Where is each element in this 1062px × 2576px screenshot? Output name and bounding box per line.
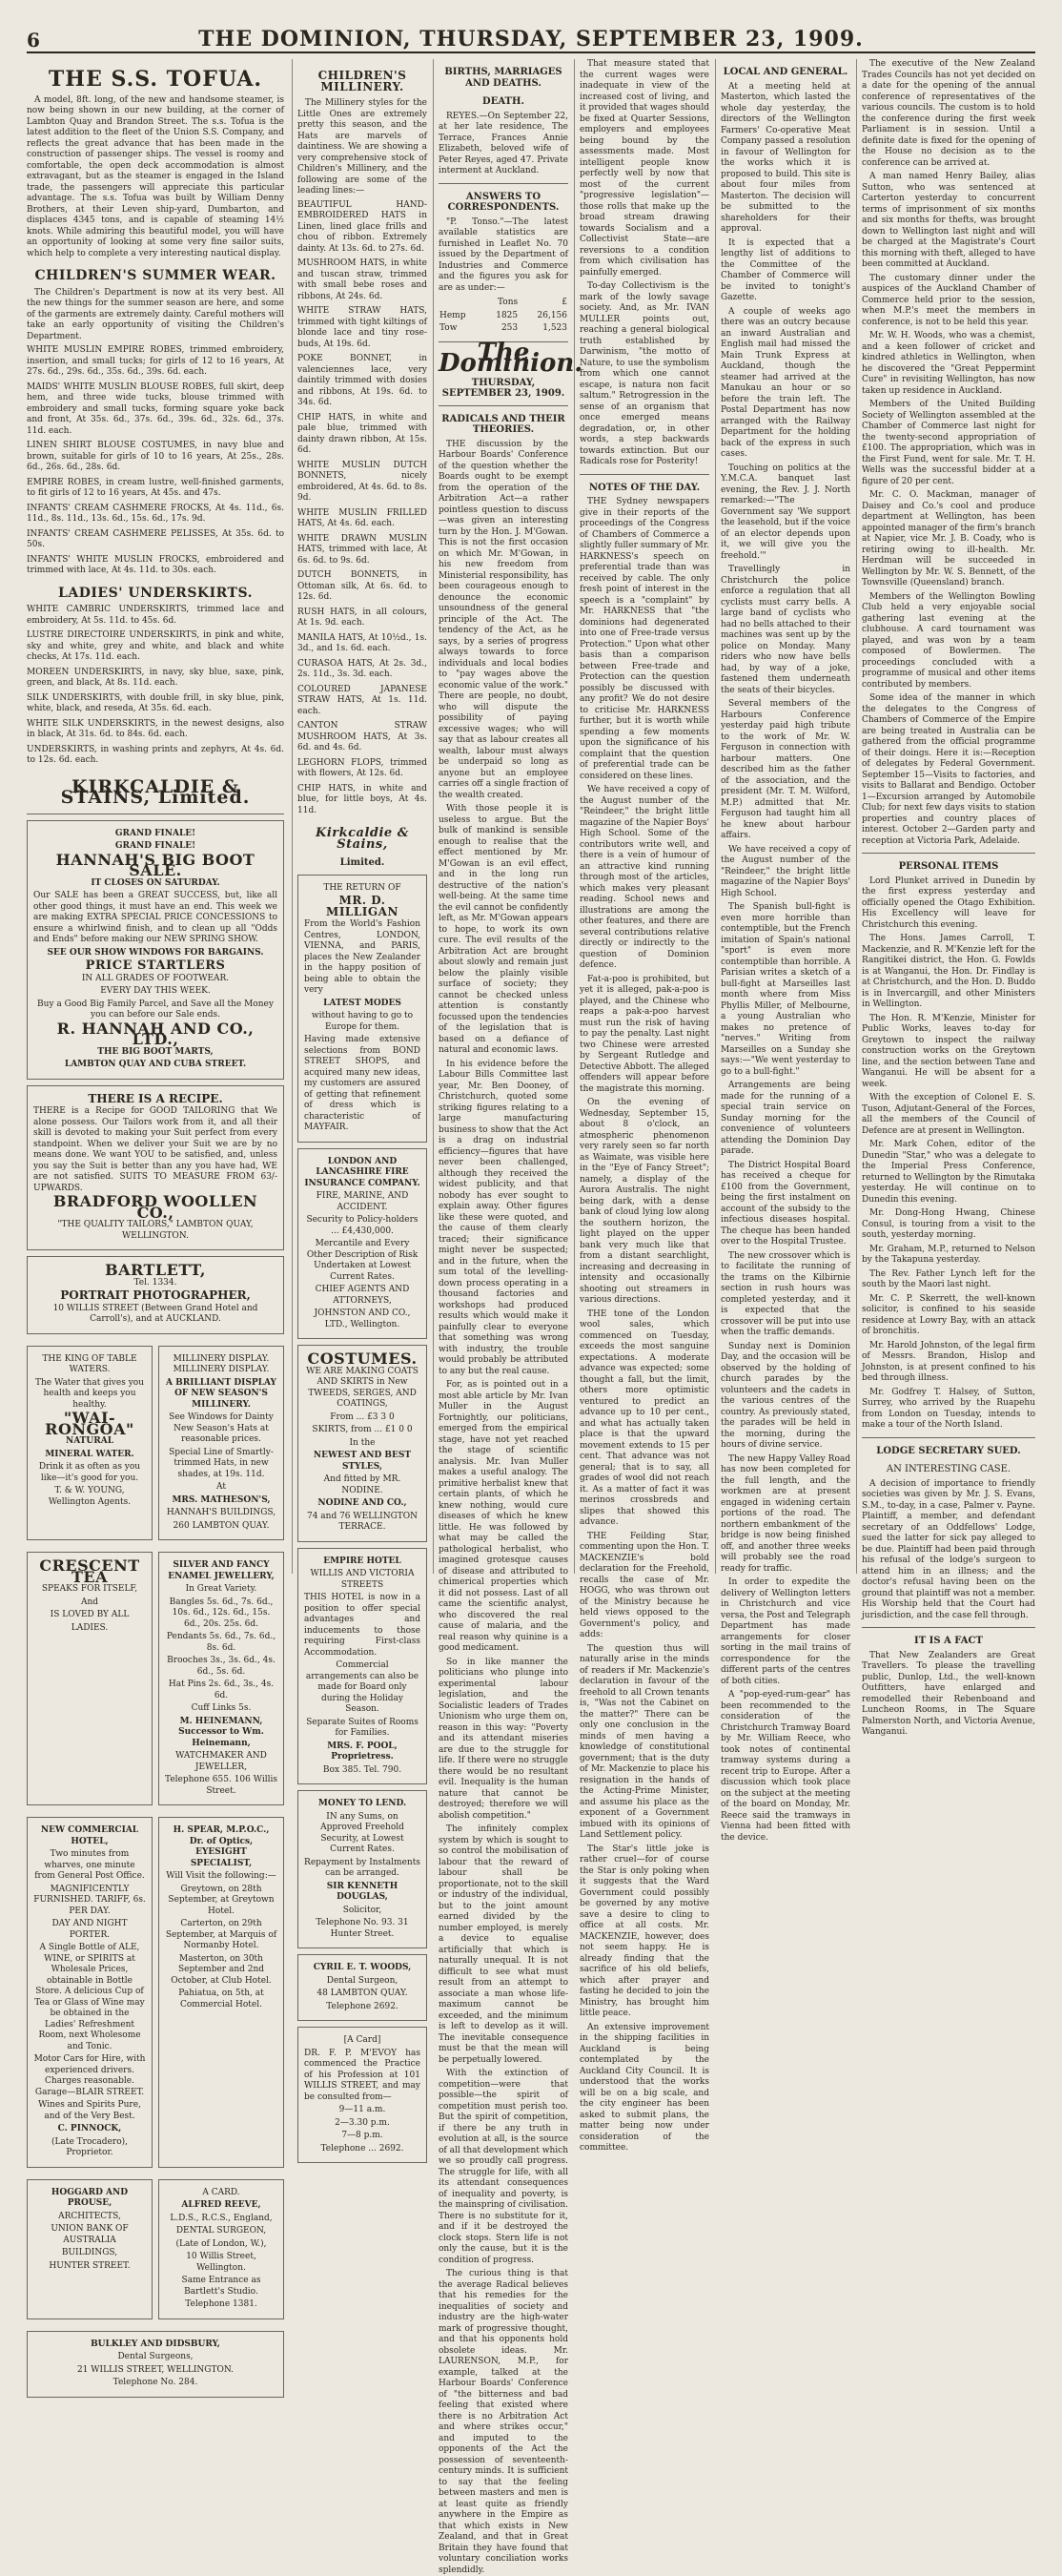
ad-line: Buy a Good Big Family Parcel, and Save all the Money you can before our Sale ends. bbox=[37, 999, 274, 1020]
personal-paragraph: Mr. Harold Johnston, of the legal firm of Messrs. Brandon, Hislop and Johnston, is at present confined to his bed through illness. bbox=[862, 1340, 1035, 1383]
personal-paragraph: Mr. Godfrey T. Halsey, of Sutton, Surrey, who arrived by the Ruapehu from London on Tuesday, intends to make a tour of the North Island. bbox=[862, 1387, 1035, 1430]
ad-line: A BRILLIANT DISPLAY OF NEW SEASON'S MILLINERY. bbox=[166, 1377, 276, 1410]
ad-line: WE ARE MAKING COATS AND SKIRTS in New TWEEDS, SERGES, AND COATINGS, bbox=[306, 1366, 419, 1409]
ad-line: L.D.S., R.C.S., England, bbox=[170, 2213, 273, 2223]
ad-line: Telephone No. 93. 31 Hunter Street. bbox=[316, 1918, 409, 1939]
advert-row bbox=[27, 1340, 284, 1547]
advert-row bbox=[27, 2174, 284, 2325]
money-to-lend-advert bbox=[297, 1790, 427, 1948]
summer-item: EMPIRE ROBES, in cream lustre, well-finished garments, to fit girls of 12 to 16 years, At 45s. and 47s. bbox=[27, 477, 284, 498]
ad-line: Special Line of Smartly-trimmed Hats, in new shades, at 19s. 11d. bbox=[169, 1447, 274, 1479]
hannah-advert bbox=[27, 820, 284, 1080]
ad-line: BRADFORD WOOLLEN CO., bbox=[52, 1192, 258, 1222]
editorial-paragraph: So in like manner the politicians who plunge into experimental labour legislation, and the Socialistic leaders of Trades Unionism who urge them on, reason in this way: "Poverty and its attendant miseries are due to the struggle for life. If there were no struggle there would be no resultant evil. Inequality is the human nature that cannot be destroyed; therefore we will abolish competition." bbox=[439, 1657, 568, 1821]
ad-line: LATEST MODES bbox=[323, 998, 401, 1008]
millinery-item: POKE BONNET, in valenciennes lace, very daintily trimmed with dosies and ribbons, At 19s. 6d. to 34s. 6d. bbox=[297, 354, 427, 407]
ad-line: Greytown, on 28th September, at Greytown Hotel. bbox=[168, 1884, 275, 1916]
table-cell: 26,156 bbox=[537, 310, 567, 320]
ad-line: (Late Trocadero), Proprietor. bbox=[51, 2136, 128, 2157]
ad-line: ARCHITECTS, bbox=[58, 2211, 121, 2221]
underskirt-item: MOREEN UNDERSKIRTS, in navy, sky blue, saxe, pink, green, and black, At 8s. 11d. each. bbox=[27, 667, 284, 688]
column-rule bbox=[433, 59, 434, 1574]
column-notes bbox=[580, 59, 709, 2153]
column-rule bbox=[292, 59, 293, 1574]
table-cell: 1825 bbox=[496, 310, 519, 320]
ad-line: DAY AND NIGHT PORTER. bbox=[51, 1919, 128, 1940]
local-paragraph: Touching on politics at the Y.M.C.A. banquet last evening, the Rev. J. J. North remarked:—"The Government say 'We support the leasehold, but if the voice of an elector depends upon it, we will give you the freehold.'" bbox=[721, 463, 850, 561]
ad-line: GRAND FINALE! bbox=[114, 841, 196, 851]
ad-line: THERE is a Recipe for GOOD TAILORING that We alone possess. Our Tailors work from it, and all their skill is devoted to making your Suit perfect from every standpoint. When we deliver your Suit we are by no means done. We want YOU to be satisfied, and, unless you say the Suit is better than any you have had, WE are not satisfied. SUITS TO MEASURE FROM 63/- UPWARDS. bbox=[33, 1106, 277, 1193]
table-cell bbox=[439, 297, 482, 310]
ad-line: Security to Policy-holders ... £4,430,000. bbox=[306, 1215, 419, 1236]
wairongoa-advert bbox=[27, 1346, 153, 1541]
underskirt-item: LUSTRE DIRECTOIRE UNDERSKIRTS, in pink and white, sky and white, grey and white, and black and white checks, At 17s. 11d. each. bbox=[27, 630, 284, 662]
ad-line: SILVER AND FANCY ENAMEL JEWELLERY, bbox=[168, 1560, 275, 1581]
ad-line: ALFRED REEVE, bbox=[181, 2200, 261, 2210]
ad-line: 2—3.30 p.m. bbox=[335, 2117, 390, 2128]
ad-line: DENTAL SURGEON, bbox=[175, 2226, 267, 2236]
note-paragraph: THE Feilding Star, commenting upon the Hon. T. MACKENZIE's bold declaration for the Freehold, recalls the case of Mr. HOGG, who was thrown out of the Ministry because he held views opposed to the Government's policy, and adds: bbox=[580, 1531, 709, 1639]
personal-paragraph: Mr. C. P. Skerrett, the well-known solicitor, is confined to his seaside residence at Lowry Bay, with an attack of bronchitis. bbox=[862, 1293, 1035, 1336]
ad-line: 21 WILLIS STREET, WELLINGTON. bbox=[76, 2364, 235, 2375]
summer-item: INFANTS' CREAM CASHMERE FROCKS, At 4s. 11d., 6s. 11d., 8s. 11d., 13s. 6d., 15s. 6d., 17s. 9d. bbox=[27, 503, 284, 524]
editorial-paragraph: For, as is pointed out in a most able article by Mr. Ivan Muller in the August Fortnightly, our politicians, emerged from the empirical stage, have not yet reached the stage of scientific analysis. Mr. Ivan Muller makes a useful analogy. The primitive herbalist knew that certain plants, of which he knew nothing, would cure diseases of which he knew little. He was followed by what may be called the pathological herbalist, who imagined grotesque causes of disease and attributed to chimerical properties which it did not possess. Last of all came the scientific analyst, who discovered the real cause of malaria, and the real reason why quinine is a good medicament. bbox=[439, 1380, 568, 1653]
summer-item: MAIDS' WHITE MUSLIN BLOUSE ROBES, full skirt, deep hem, and three wide tucks, blouse trimmed with embroidery and small tucks, forming square yoke back and front, At 35s. 6d., 37s. 6d., 39s. 6d., 32s. 6d., 37s. 11d. each. bbox=[27, 381, 284, 436]
ad-line: DR. F. P. M'EVOY has commenced the Practice of his Profession at 101 WILLIS STREET, and may be consulted from— bbox=[304, 2048, 420, 2102]
personal-paragraph: With the exception of Colonel E. S. Tuson, Adjutant-General of the Forces, all the members of the Council of Defence are at present in Wellington. bbox=[862, 1093, 1035, 1136]
millinery-item: CURASOA HATS, At 2s. 3d., 2s. 11d., 3s. 3d. each. bbox=[297, 658, 427, 679]
personal-paragraph: Mr. Graham, M.P., returned to Nelson by the Takapuna yesterday. bbox=[862, 1244, 1035, 1265]
ad-line: THE BIG BOOT MARTS, bbox=[97, 1046, 214, 1057]
ad-line: Telephone 2692. bbox=[326, 2001, 398, 2011]
ad-line: 48 LAMBTON QUAY. bbox=[317, 1989, 408, 1998]
answers-heading: ANSWERS TO CORRESPONDENTS. bbox=[447, 191, 560, 213]
ad-line: EVERY DAY THIS WEEK. bbox=[100, 986, 211, 996]
note-paragraph: An extensive improvement in the shipping facilities in Auckland is being contemplated by the Auckland City Council. It is understood that the works will be on a big scale, and the city engineer has been asked to submit plans, the matter being now under consideration of the committee. bbox=[580, 2022, 709, 2153]
millinery-item: MUSHROOM HATS, in white and tuscan straw, trimmed with small bebe roses and ribbons, At 24s. 6d. bbox=[297, 258, 427, 301]
table-cell: £ bbox=[562, 298, 567, 307]
ad-line: From the World's Fashion Centres, LONDON, VIENNA, and PARIS, places the New Zealander in the happy position of being able to obtain the very bbox=[304, 919, 420, 995]
ad-line: BUILDINGS, bbox=[61, 2248, 118, 2257]
spear-optician-advert bbox=[158, 1817, 284, 2168]
ad-line: Cuff Links 5s. bbox=[191, 1703, 252, 1713]
ad-line: MR. D. MILLIGAN bbox=[326, 894, 398, 918]
ad-line: SPEAKS FOR ITSELF, bbox=[41, 1584, 138, 1594]
ad-line: WILLIS AND VICTORIA STREETS bbox=[310, 1569, 415, 1590]
ad-line: MILLINERY DISPLAY. MILLINERY DISPLAY. bbox=[173, 1353, 270, 1374]
underskirt-item: UNDERSKIRTS, in washing prints and zephyrs, At 4s. 6d. to 12s. 6d. each. bbox=[27, 744, 284, 765]
note-paragraph: Fat-a-poo is prohibited, but yet it is alleged, pak-a-poo is played, and the Chinese who reaps a pak-a-poo harvest must run the risk of having to pay the penalty. Last night two Chinese were arrested by Sergeant Rutledge and Detective Abbott. The alleged offenders will appear before the magistrate this morning. bbox=[580, 974, 709, 1094]
summer-item: LINEN SHIRT BLOUSE COSTUMES, in navy blue and brown, suitable for girls of 10 to 16 years, At 25s., 28s. 6d., 26s. 6d., 28s. 6d. bbox=[27, 441, 284, 472]
tofua-body: A model, 8ft. long, of the new and handsome steamer, is now being shown in our new building, at the corner of Lambton Quay and Brandon Street. The s.s. Tofua is the latest addition to the fleet of the Union S.S. Company, and reflects the great advance that has been made in the construction of passenger ships. The vessel is roomy and comfortable, the open deck accommodation is almost extravagant, but as the steamer is engaged in the Island trade, the passengers will appreciate this particular advantage. The s.s. Tofua was built by William Denny Brothers, at their Leven ship-yard, Dumbarton, and displaces 4345 tons, and is capable of steaming 14½ knots. While admiring this beautiful model, you will have an opportunity of looking at some very fine sailor suits, which help to complete a very interesting nautical display. bbox=[27, 94, 284, 258]
ad-line: NEW COMMERCIAL HOTEL, bbox=[40, 1825, 139, 1846]
ad-line: In Great Variety. bbox=[185, 1584, 257, 1594]
ad-line: Having made extensive selections from BOND STREET SHOPS, and acquired many new ideas, my customers are assured of getting that refinement of dress which is characteristic of MAYFAIR. bbox=[304, 1035, 420, 1132]
ad-line: 9—11 a.m. bbox=[338, 2105, 386, 2114]
ad-line: THE KING OF TABLE WATERS. bbox=[42, 1353, 137, 1374]
ad-line: LADIES. bbox=[71, 1622, 109, 1633]
local-paragraph: It is expected that a lengthy list of additions to the Committee of the Chamber of Commerce will be invited to tonight's Gazette. bbox=[721, 237, 850, 302]
ad-line: T. & W. YOUNG, Wellington Agents. bbox=[48, 1486, 132, 1507]
local-paragraph: The District Hospital Board has received a cheque for £100 from the Government, being the first instalment on account of the subsidy to the infectious diseases hospital. The cheque has been handed over to the Hospital Trustee. bbox=[721, 1160, 850, 1247]
ad-line: CRESCENT TEA bbox=[39, 1556, 140, 1586]
ad-line: Tel. 1334. bbox=[133, 1277, 177, 1288]
ad-line: BULKLEY AND DIDSBURY, bbox=[91, 2339, 220, 2349]
ad-line: [A Card] bbox=[343, 2035, 381, 2045]
ad-line: Commercial arrangements can also be made for Board only during the Holiday Season. bbox=[305, 1660, 419, 1714]
ad-line: PRICE STARTLERS bbox=[85, 958, 226, 973]
news-paragraph: Mr. C. O. Mackman, manager of Daisey and Co.'s cool and produce department at Wellington, has been appointed manager of the firm's branch at Napier, vice Mr. J. B. Coady, who is retiring owing to ill-health. Mr. Herdman will be succeeded in Wellington by Mr. W. S. Bennett, of the Townsville (Queensland) branch. bbox=[862, 490, 1035, 587]
lodge-subheading: AN INTERESTING CASE. bbox=[886, 1464, 1011, 1474]
summer-wear-heading: CHILDREN'S SUMMER WEAR. bbox=[34, 268, 276, 283]
news-paragraph: Members of the Wellington Bowling Club held a very enjoyable social gathering last evening at the clubhouse. A card tournament was played, and was won by a team composed of Bowlermen. The proceedings concluded with a programme of musical and other items contributed by members. bbox=[862, 591, 1035, 690]
millinery-display-advert bbox=[158, 1346, 284, 1541]
editorial-paragraph: With those people it is useless to argue. But the bulk of mankind is sensible enough to realise that the effect mentioned by Mr. M'Gowan is an evil effect, and in the long run destructive of the nation's well-being. At the same time the evil cannot be confidently left, as Mr. M'Gowan appears to hope, to work its own cure. The evil results of the Arbitration Act are brought about slowly and remain just below the plainly visible surface of society; they cannot be checked unless attention is constantly focussed upon the tendencies of the legislation that is based on a defiance of natural and economic laws. bbox=[439, 804, 568, 1055]
ad-line: (Late of London, W.), bbox=[175, 2238, 267, 2249]
ad-line: THERE IS A RECIPE. bbox=[88, 1091, 223, 1105]
advert-row bbox=[27, 1546, 284, 1811]
ad-line: HANNAH'S BUILDINGS, bbox=[166, 1508, 276, 1517]
ad-line: MRS. F. POOL, Proprietress. bbox=[327, 1741, 398, 1762]
ad-line: Telephone 1381. bbox=[185, 2299, 257, 2309]
ad-line: IN ALL GRADES OF FOOTWEAR. bbox=[81, 973, 230, 983]
ad-line: "WAI-RONGOA" bbox=[45, 1409, 134, 1438]
millinery-item: COLOURED JAPANESE STRAW HATS, At 1s. 11d. each. bbox=[297, 684, 427, 716]
millinery-intro: The Millinery styles for the Little Ones are extremely pretty this season, and the Hats are marvels of daintiness. We are showing a very comprehensive stock of Children's Millinery, and the following are some of the leading lines:— bbox=[297, 98, 427, 196]
ad-line: The Water that gives you health and keeps you healthy. bbox=[34, 1377, 144, 1410]
answers-table bbox=[439, 297, 568, 336]
ad-line: Dental Surgeons, bbox=[117, 2352, 194, 2361]
ad-line: Pendants 5s. 6d., 7s. 6d., 8s. 6d. bbox=[166, 1632, 276, 1653]
local-paragraph: Arrangements are being made for the running of a special train service on Sunday morning for the convenience of volunteers attending the Dominion Day parade. bbox=[721, 1081, 850, 1156]
ad-line: Dental Surgeon, bbox=[326, 1975, 398, 1986]
paper-date: THURSDAY, SEPTEMBER 23, 1909. bbox=[441, 377, 565, 399]
ad-line: Telephone ... 2692. bbox=[320, 2143, 404, 2154]
ad-line: CHIEF AGENTS AND ATTORNEYS, bbox=[315, 1285, 410, 1306]
table-row bbox=[439, 310, 568, 323]
summer-item: WHITE MUSLIN EMPIRE ROBES, trimmed embroidery, insertion, and small tucks; for girls of 12 to 16 years, At 27s. 6d., 29s. 6d., 35s. 6d., 39s. 6d. each. bbox=[27, 345, 284, 377]
local-paragraph: A couple of weeks ago there was an outcry because an inward Australian and English mail had missed the Main Trunk Express at Auckland, though the steamer had arrived at the Manukau an hour or so before the train left. The Postal Department has now arranged with the Railway Department for the holding back of the express in such cases. bbox=[721, 306, 850, 459]
personal-paragraph: The Hon. R. M'Kenzie, Minister for Public Works, leaves to-day for Greytown to inspect the railway construction works on the Greytown line, and the section between Tane and Wanganui. He will be absent for a week. bbox=[862, 1013, 1035, 1089]
ad-line: A CARD. bbox=[202, 2187, 240, 2197]
ad-line: SIR KENNETH DOUGLAS, bbox=[326, 1881, 398, 1902]
recipe-advert bbox=[27, 1085, 284, 1251]
death-notice: REYES.—On September 22, at her late residence, The Terrace, Frances Annie Elizabeth, beloved wife of Peter Reyes, aged 47. Private interment at Auckland. bbox=[439, 111, 568, 175]
ad-line: NATURAL bbox=[65, 1436, 114, 1446]
paper-title: The Dominion. bbox=[439, 338, 583, 378]
ad-line: SKIRTS, from ... £1 0 0 bbox=[312, 1425, 413, 1434]
editorial-paragraph: That measure stated that the current wages were inadequate in view of the increased cost of living, and it provided that wages should be fixed at Quarter Sessions, employers and employees being bound by the assessments made. Most intelligent people know perfectly well by now that most of the current "progressive legislation"—those rolls that make up the broad stream drawing towards Socialism and a Collectivist State—are reversions to a condition from which civilisation has painfully emerged. bbox=[580, 59, 709, 278]
ad-line: Motor Cars for Hire, with experienced drivers. Charges reasonable. Garage—BLAIR STREET. bbox=[33, 2054, 146, 2097]
fact-body: That New Zealanders are Great Travellers. To please the travelling public, Dunlop, Ltd., the well-known Outfitters, have enlarged and remodelled their Rebenboand and Luncheon Rooms, in The Square Palmerston North, and Victoria Avenue, Wanganui. bbox=[862, 1650, 1035, 1737]
ad-line: See Windows for Dainty New Season's Hats at reasonable prices. bbox=[169, 1412, 274, 1444]
ad-line: LAMBTON QUAY AND CUBA STREET. bbox=[64, 1060, 247, 1069]
ad-line: Repayment by Instalments can be arranged. bbox=[304, 1857, 420, 1878]
bmd-heading: BIRTHS, MARRIAGES AND DEATHS. bbox=[444, 67, 562, 89]
masthead bbox=[27, 19, 1035, 53]
summer-wear-intro: The Children's Department is now at its very best. All the new things for the summer season are here, and some of the garments are extremely dainty. Careful mothers will take an early opportunity of visiting the Children's Department. bbox=[27, 287, 284, 341]
millinery-item: WHITE MUSLIN DUTCH BONNETS, nicely embroidered, At 4s. 6d. to 8s. 9d. bbox=[297, 460, 427, 503]
news-paragraph: A man named Henry Bailey, alias Sutton, who was sentenced at Carterton yesterday to concurrent terms of imprisonment of six months and six months for thefts, was brought down to Wellington last night and will be charged at the Magistrate's Court this morning with theft, alleged to have been committed at Auckland. bbox=[862, 172, 1035, 269]
local-paragraph: Several members of the Harbours Conference yesterday paid high tribute to the work of Mr. W. Ferguson in connection with harbour matters. One described him as the father of the association, and the president (Mr. T. M. Wilford, M.P.) admitted that Mr. Ferguson had taught him all he knew about harbour affairs. bbox=[721, 699, 850, 840]
ad-line: MRS. MATHESON'S, bbox=[172, 1494, 271, 1505]
ad-line: MINERAL WATER. bbox=[45, 1449, 134, 1459]
silver-jewellery-advert bbox=[158, 1552, 284, 1805]
ad-line: Pahiatua, on 5th, at Commercial Hotel. bbox=[178, 1989, 264, 2009]
column-millinery bbox=[297, 59, 427, 2154]
ad-line: CYRIL E. T. WOODS, bbox=[313, 1963, 412, 1972]
personal-paragraph: Mr. Mark Cohen, editor of the Dunedin "Star," who was a delegate to the Imperial Press Conference, returned to Wellington by the Rimutaka yesterday. He will continue on to Dunedin this evening. bbox=[862, 1140, 1035, 1205]
millinery-item: RUSH HATS, in all colours, At 1s. 9d. each. bbox=[297, 607, 427, 628]
ad-line: 7—8 p.m. bbox=[341, 2131, 383, 2140]
death-heading: DEATH. bbox=[482, 96, 524, 107]
ad-line: UNION BANK OF AUSTRALIA bbox=[51, 2224, 129, 2245]
divider bbox=[862, 1627, 1035, 1628]
ad-line: H. SPEAR, M.P.O.C., Dr. of Optics, EYESIGHT SPECIALIST, bbox=[173, 1825, 270, 1868]
local-paragraph: In order to expedite the delivery of Wellington letters in Christchurch and vice versa, the Post and Telegraph Department has made arrangements for closer sorting in the mail trains of correspondence for the different parts of the centres of both cities. bbox=[721, 1577, 850, 1686]
ad-line: LONDON AND LANCASHIRE FIRE INSURANCE COMPANY. bbox=[304, 1156, 420, 1188]
commercial-hotel-advert bbox=[27, 1817, 153, 2168]
note-paragraph: On the evening of Wednesday, September 15, about 8 o'clock, an atmospheric phenomenon very rarely seen so far north as Waimate, was visible here in the "Eye of Fancy Street"; namely, a display of the Aurora Australis. The night being dark, with a dense bank of cloud lying low along the southern horizon, the light played on the upper bank very much like that from a distant searchlight, increasing and decreasing in intensity and occasionally shooting out streamers in various directions. bbox=[580, 1098, 709, 1305]
column-kirkcaldie bbox=[27, 59, 284, 2387]
summer-item: INFANTS' WHITE MUSLIN FROCKS, embroidered and trimmed with lace, At 4s. 11d. to 30s. each. bbox=[27, 554, 284, 575]
millinery-item: WHITE STRAW HATS, trimmed with tight kiltings of blonde lace and tiny rose-buds, At 19s. 6d. bbox=[297, 306, 427, 349]
news-paragraph: Mr. W. H. Woods, who was a chemist, and a keen follower of cricket and kindred athletics in Wellington, when he discovered the "Great Peppermint Cure" in revisiting Wellington, has now taken up residence in Auckland. bbox=[862, 331, 1035, 396]
ad-line: COSTUMES. bbox=[307, 1350, 418, 1368]
editorial-paragraph: In his evidence before the Labour Bills Committee last year, Mr. Ben Dooney, of Christchurch, quoted some striking figures relating to a large manufacturing business to show that the Act is a drag on industrial efficiency—figures that have never been challenged, although they received the widest publicity, and that nobody has ever sought to explain away. Other figures like these were quoted, and the cause of them clearly traced; their significance might never be suspected; and in the future, when the sum total of the levelling-down process operating in a thousand factories and workshops had produced results which would make it painfully clear to everyone that something was wrong with industry, the trouble would probably be attributed to any but the real cause. bbox=[439, 1059, 568, 1376]
ad-line: Box 385. Tel. 790. bbox=[322, 1764, 402, 1775]
ad-line: MAGNIFICENTLY FURNISHED. TARIFF, 6s. PER DAY. bbox=[33, 1884, 146, 1916]
ad-line: Our SALE has been a GREAT SUCCESS, but, like all other good things, it must have an end. This week we are making EXTRA SPECIAL PRICE CONCESSIONS to ensure a whirlwind finish, and to clean up all "Odds and Ends" before making our NEW SPRING SHOW. bbox=[33, 891, 277, 944]
ad-line: Hat Pins 2s. 6d., 3s., 4s. 6d. bbox=[168, 1680, 275, 1700]
page-number: 6 bbox=[27, 29, 40, 52]
tofua-heading: THE S.S. TOFUA. bbox=[48, 67, 263, 92]
ad-line: A Single Bottle of ALE, WINE, or SPIRITS at Wholesale Prices, obtainable in Bottle Store. A delicious Cup of Tea or Glass of Wine may be obtained in the Ladies' Refreshment Room, next Wholesome and Tonic. bbox=[34, 1943, 145, 2051]
costumes-advert bbox=[297, 1345, 427, 1542]
millinery-item: CHIP HATS, in white and pale blue, trimmed with dainty drawn ribbon, At 15s. 6d. bbox=[297, 412, 427, 455]
radicals-heading: RADICALS AND THEIR THEORIES. bbox=[441, 413, 565, 435]
note-paragraph: THE Sydney newspapers give in their reports of the proceedings of the Congress of Chambers of Commerce a slightly fuller summary of Mr. HARKNESS's speech on preferential trade than was received by cable. The only fresh point of interest in the speech is a "complaint" by Mr. HARKNESS that "the dominions had degenerated into one of Free-trade versus Protection." Upon what other basis than a comparison between Free-trade and Protection can the question possibly be discussed with any profit? We do not desire to criticise Mr. HARKNESS further, but it is worth while spending a few moments upon the significance of his complaint that the question of preferential trade can be considered on these lines. bbox=[580, 497, 709, 781]
answers-body: "P. Tonso."—The latest available statistics are furnished in Leaflet No. 70 issued by the Department of Industries and Commerce and the figures you ask for are as under:— bbox=[439, 216, 568, 293]
millinery-item: MANILA HATS, At 10½d., 1s. 3d., and 1s. 6d. each. bbox=[297, 632, 427, 653]
news-paragraph: The executive of the New Zealand Trades Councils has not yet decided on a date for the opening of the annual conference of representatives of the various councils. The custom is to hold the conference during the first week Parliament is in session. Until a definite date is fixed for the opening of the House no decision as to the conference can be arrived at. bbox=[862, 59, 1035, 168]
ad-line: 10 Willis Street, Wellington. bbox=[186, 2252, 256, 2273]
personal-paragraph: The Rev. Father Lynch left for the south by the Maori last night. bbox=[862, 1268, 1035, 1289]
ad-line: Telephone 655. 106 Willis Street. bbox=[165, 1775, 277, 1796]
ad-line: HUNTER STREET. bbox=[49, 2260, 131, 2271]
table-cell: 1,523 bbox=[542, 323, 567, 333]
divider bbox=[439, 183, 568, 184]
millinery-item: BEAUTIFUL HAND-EMBROIDERED HATS in Linen, lined glace frills and chou of ribbon. Extremely dainty. At 13s. 6d. to 27s. 6d. bbox=[297, 199, 427, 254]
woods-dental-advert bbox=[297, 1954, 427, 2021]
ad-line: SEE OUR SHOW WINDOWS FOR BARGAINS. bbox=[47, 947, 264, 958]
ad-line: IS LOVED BY ALL bbox=[50, 1610, 130, 1619]
note-paragraph: The Star's little joke is rather cruel—for of course the Star is only poking when it suggests that the Ward Government could possibly be governed by any motive save a desire to cling to office at all costs. Mr. MACKENZIE, however, does not seem happy. He is already finding that the sacrifice of his old beliefs, which after prayer and fasting he decided to join the Ministry, has brought him little peace. bbox=[580, 1844, 709, 2018]
ad-line: 74 and 76 WELLINGTON TERRACE. bbox=[306, 1511, 419, 1532]
column-rule bbox=[715, 59, 716, 1574]
ad-line: And bbox=[80, 1597, 99, 1607]
local-paragraph: Travellingly in Christchurch the police enforce a regulation that all cyclists must carry bells. A large band of cyclists who had no bells attached to their machines was sent up by the police on Monday. Many riders who now have bells had, by way of a joke, fastened them underneath the seats of their bicycles. bbox=[721, 565, 850, 695]
local-paragraph: The new Happy Valley Road has now been completed for the full length, and the workmen are at present engaged in widening certain portions of the road. The northern embankment of the bridge is now being finished off, and another three weeks will probably see the road ready for traffic. bbox=[721, 1453, 850, 1574]
editorial-paragraph: THE discussion by the Harbour Boards' Conference of the question whether the Boards ought to be exempt from the operation of the Arbitration Act—a rather pointless question to discuss—was given an interesting turn by the Hon. J. M'Gowan. This is not the first occasion on which Mr. M'Gowan, in his new freedom from Ministerial responsibility, has been courageous enough to denounce the economic unsoundness of the general principle of the Act. The tendency of the Act, as he says, by a series of progress always towards to force individuals and local bodies to "pay wages above the economic value of the work." There are people, no doubt, who will dispute the possibility of paying excessive wages; who will say that as labour creates all wealth, labour must always be underpaid so long as anyone but an employee carries off a single fraction of the wealth created. bbox=[439, 439, 568, 800]
personal-heading: PERSONAL ITEMS bbox=[898, 861, 999, 872]
table-row bbox=[439, 322, 568, 336]
table-cell: Tons bbox=[498, 298, 519, 307]
ad-line: MONEY TO LEND. bbox=[317, 1799, 407, 1808]
lodge-body: A decision of importance to friendly societies was given by Mr. J. S. Evans, S.M., to-day, in a case, Palmer v. Payne. Plaintiff, a member, and defendant secretary of an Oddfellows' Lodge, sued the latter for sick pay alleged to be due. Plaintiff had been paid through his refusal of the lodge's surgeon to attend him in an illness; and the doctor's refusal having been on the ground that plaintiff was not a member. His Worship held that the Court had jurisdiction, and the case fell through. bbox=[862, 1478, 1035, 1620]
ad-line: WATCHMAKER AND JEWELLER, bbox=[175, 1751, 267, 1772]
divider bbox=[862, 853, 1035, 854]
ad-line: "THE QUALITY TAILORS," LAMBTON QUAY, WELLINGTON. bbox=[57, 1220, 254, 1241]
ad-line: 10 WILLIS STREET (Between Grand Hotel and Carroll's), and at AUCKLAND. bbox=[52, 1303, 258, 1324]
editorial-paragraph: The infinitely complex system by which is sought to so control the mobilisation of labour that the reward of labour shall be proportionate, not to the skill or industry of the individual, but to the joint amount earned divided by the number employed, is merely a device to equalise artificially that which is naturally unequal. It is not difficult to see what must result from an attempt to associate a man whose life-maximum cannot be exceeded, and the minimum is left to develop as it will. The inevitable consequence must be that the mean will be perpetually lowered. bbox=[439, 1824, 568, 2065]
column-local bbox=[721, 59, 850, 1843]
millinery-item: CANTON STRAW MUSHROOM HATS, At 3s. 6d. and 4s. 6d. bbox=[297, 721, 427, 752]
millinery-item: CHIP HATS, in white and blue, for little boys, At 4s. 11d. bbox=[297, 783, 427, 815]
ad-line: JOHNSTON AND CO., LTD., Wellington. bbox=[314, 1309, 411, 1329]
ad-line: HOGGARD AND PROUSE, bbox=[51, 2187, 129, 2208]
ad-line: PORTRAIT PHOTOGRAPHER, bbox=[60, 1288, 251, 1302]
divider bbox=[439, 405, 568, 406]
ad-line: THE RETURN OF bbox=[323, 882, 401, 893]
ad-line: NEWEST AND BEST STYLES, bbox=[313, 1451, 412, 1472]
news-paragraph: Members of the United Building Society of Wellington assembled at the Chamber of Commerce last night for the twenty-second appropriation of £100. The appropriation, which was in the First Fund, went for sale. Mr. T. H. Wells was the successful bidder at a figure of 20 per cent. bbox=[862, 400, 1035, 486]
ad-line: C. PINNOCK, bbox=[57, 2124, 122, 2133]
news-paragraph: Some idea of the manner in which the delegates to the Congress of Chambers of Commerce of the Empire are being treated in Australia can be gathered from the official programme of their doings. Here it is:—Reception of delegates by Federal Government. September 15—Visits to factories, and visits to Ballarat and Bendigo. October 1—Excursion arranged by Automobile Club; for next few days visits to station properties and country places of interest. October 2—Garden party and reception at Victoria Park, Adelaide. bbox=[862, 693, 1035, 846]
ad-line: And fitted by MR. NODINE. bbox=[323, 1474, 401, 1495]
ad-line: GRAND FINALE! bbox=[114, 828, 196, 838]
notes-heading: NOTES OF THE DAY. bbox=[588, 482, 701, 493]
ad-line: Two minutes from wharves, one minute from General Post Office. bbox=[34, 1849, 145, 1881]
ad-line: Telephone No. 284. bbox=[112, 2378, 198, 2387]
ad-line: BARTLETT, bbox=[105, 1261, 206, 1279]
editorial-paragraph: The curious thing is that the average Radical believes that his remedies for the inequalities of society and industry are the high-water mark of progressive thought, and that his opponents hold obsolete ideas. Mr. LAURENSON, M.P., for example, talked at the Harbour Boards' Conference of "the bitterness and bad feeling that existed where there is no Arbitration Act and where strikes occur," and imputed to the opponents of the Act the possession of seventeenth-century minds. It is sufficient to say that the feeling between masters and men is at least quite as friendly anywhere in the Empire as that which exists in New Zealand, and that in Great Britain they have found that voluntary conciliation works splendidly. bbox=[439, 2269, 568, 2575]
local-paragraph: Sunday next is Dominion Day, and the occasion will be observed by the holding of church parades by the volunteers and the cadets in the various centres of the country. As previously stated, the parades will be held in the morning, during the hours of divine service. bbox=[721, 1341, 850, 1450]
ad-line: Will Visit the following:— bbox=[166, 1871, 276, 1881]
ad-line: M. HEINEMANN, Successor to Wm. Heinemann, bbox=[178, 1716, 264, 1748]
column-rule bbox=[574, 59, 575, 1574]
kirkcaldie-limited: Limited. bbox=[339, 857, 385, 868]
millinery-item: DUTCH BONNETS, in Ottoman silk, At 6s. 6d. to 12s. 6d. bbox=[297, 570, 427, 602]
hoggard-advert bbox=[27, 2179, 153, 2319]
reeve-dental-advert bbox=[158, 2179, 284, 2319]
local-paragraph: The Spanish bull-fight is even more horrible than contemptible, but the French imitation of Spain's national "sport" is even more contemptible than horrible. A Parisian writes a sketch of a bull-fight at Marseilles last month where from Miss Phyllis Miller, of Melbourne, a young Australian who makes no pretence of "nerves." Writing from Marseilles on a Sunday she says:—"We went yesterday to go to a bull-fight." bbox=[721, 902, 850, 1077]
divider bbox=[862, 1437, 1035, 1438]
ad-line: NODINE AND CO., bbox=[317, 1498, 407, 1508]
ad-line: IT CLOSES ON SATURDAY. bbox=[91, 877, 220, 888]
mcevoy-advert bbox=[297, 2027, 427, 2163]
ad-line: Mercantile and Every Other Description of Risk Undertaken at Lowest Current Rates. bbox=[306, 1239, 419, 1282]
ad-line: Drink it as often as you like—it's good for you. bbox=[38, 1462, 141, 1483]
ad-line: From ... £3 3 0 bbox=[330, 1412, 395, 1422]
table-cell: Hemp bbox=[439, 310, 466, 320]
ad-line: IN any Sums, on Approved Freehold Security, at Lowest Current Rates. bbox=[320, 1811, 404, 1854]
personal-paragraph: The Hons. James Carroll, T. Mackenzie, and R. M'Kenzie left for the Rangitikei district, the Hon. G. Fowlds is at Wanganui, the Hon. Dr. Findlay is at Christchurch, and the Hon. D. Buddo is in Invercargill, and other Ministers in Wellington. bbox=[862, 934, 1035, 1009]
ad-line: Solicitor, bbox=[342, 1905, 382, 1915]
ad-line: Separate Suites of Rooms for Families. bbox=[306, 1717, 419, 1738]
underskirt-item: WHITE SILK UNDERSKIRTS, in the newest designs, also in black, At 31s. 6d. to 84s. 6d. each. bbox=[27, 718, 284, 739]
ad-line: Bangles 5s. 6d., 7s. 6d., 10s. 6d., 12s. 6d., 15s. 6d., 20s. 25s. 6d. bbox=[169, 1597, 274, 1629]
ad-line: Wines and Spirits Pure, and of the Very Best. bbox=[38, 2100, 141, 2121]
ad-line: HANNAH'S BIG BOOT SALE. bbox=[55, 850, 255, 879]
column-rule bbox=[856, 59, 857, 1574]
ad-line: R. HANNAH AND CO., LTD., bbox=[56, 1019, 255, 1048]
news-paragraph: The customary dinner under the auspices of the Auckland Chamber of Commerce held prior to the session, when M.P.'s meet the members in conference, is not to be held this year. bbox=[862, 273, 1035, 327]
crescent-tea-advert bbox=[27, 1552, 153, 1805]
ad-line: THIS HOTEL is now in a position to offer special advantages and inducements to those requiring First-class Accommodation. bbox=[304, 1593, 420, 1658]
lodge-heading: LODGE SECRETARY SUED. bbox=[876, 1445, 1021, 1456]
local-paragraph: At a meeting held at Masterton, which lasted the whole day yesterday, the directors of the Wellington Farmers' Co-operative Meat Company passed a resolution in favour of Wellington for the works which it is proposed to build. This site is about four miles from Masterton. The decision will be submitted to the shareholders for their approval. bbox=[721, 81, 850, 234]
ad-line: Masterton, on 30th September and 2nd October, at Club Hotel. bbox=[171, 1953, 272, 1986]
note-paragraph: We have received a copy of the August number of the "Reindeer," the bright little magazine of the Napier Boys' High School. Some of the contributors write well, and there is a vein of humour of an attractive kind running through most of the articles, which makes very pleasant reading. School news and illustrations are among the other features, and there are several contributions relative directly or indirectly to the question of Dominion defence. bbox=[580, 785, 709, 970]
masthead-title: THE DOMINION, THURSDAY, SEPTEMBER 23, 1909. bbox=[198, 27, 864, 52]
millinery-item: WHITE DRAWN MUSLIN HATS, trimmed with lace, At 6s. 6d. to 9s. 6d. bbox=[297, 533, 427, 566]
column-editorial bbox=[439, 59, 583, 2575]
local-paragraph: We have received a copy of the August number of the "Reindeer," the bright little magazine of the Napier Boys' High School. bbox=[721, 844, 850, 898]
empire-hotel-advert bbox=[297, 1548, 427, 1785]
underskirt-item: SILK UNDERSKIRTS, with double frill, in sky blue, pink, white, black, and reseda, At 35s. 6d. each. bbox=[27, 692, 284, 713]
underskirts-heading: LADIES' UNDERSKIRTS. bbox=[58, 585, 253, 601]
kirkcaldie-signature: Kirkcaldie & Stains, bbox=[316, 826, 409, 852]
local-paragraph: A "pop-eyed-rum-gear" has been recommended to the consideration of the Christchurch Tramway Board by Mr. William Reece, who took notes of continental tramway systems during a recent trip to Europe. After a discussion which took place on the subject at the meeting of the board on Monday, Mr. Reece said the tramways in Vienna had been fitted with the device. bbox=[721, 1690, 850, 1843]
personal-paragraph: Mr. Dong-Hong Hwang, Chinese Consul, is touring from a visit to the south, yesterday morning. bbox=[862, 1208, 1035, 1240]
personal-paragraph: Lord Plunket arrived in Dunedin by the first express yesterday and officially opened the Otago Exhibition. His Excellency will leave for Christchurch this evening. bbox=[862, 876, 1035, 930]
millinery-item: LEGHORN FLOPS, trimmed with flowers, At 12s. 6d. bbox=[297, 757, 427, 778]
column-personal bbox=[862, 59, 1035, 1737]
divider bbox=[580, 474, 709, 475]
millinery-heading: CHILDREN'S MILLINERY. bbox=[317, 69, 407, 93]
ad-line: At bbox=[216, 1482, 226, 1492]
bulkley-dental-advert bbox=[27, 2331, 284, 2398]
underskirt-item: WHITE CAMBRIC UNDERSKIRTS, trimmed lace and embroidery, At 5s. 11d. to 45s. 6d. bbox=[27, 605, 284, 626]
local-paragraph: The new crossover which is to facilitate the running of the trams on the Kilbirnie section in rush hours was completed yesterday, and it is expected that the crossover will be put into use when the traffic demands. bbox=[721, 1250, 850, 1337]
ad-line: FIRE, MARINE, AND ACCIDENT. bbox=[316, 1191, 409, 1212]
editorial-paragraph: With the extinction of competition—were that possible—the spirit of competition must perish too. But the spirit of competition, if there be any truth in evolution at all, is the source of all that development which we so proudly call progress. The struggle for life, with all its attendant consequences of inequality and poverty, is the mainspring of civilisation. There is no substitute for it, and if it be destroyed the clock stops. Stern life is not only the cause, but it is the condition of progress. bbox=[439, 2069, 568, 2265]
advert-row bbox=[27, 1811, 284, 2174]
milligan-advert bbox=[297, 875, 427, 1143]
editorial-paragraph: To-day Collectivism is the mark of the lowly savage society. And, as Mr. IVAN MULLER points out, reaching a general biological truth established by Darwinism, "the motto of Nature, to use the symbolism from which one cannot escape, is natura non facit saltum." Retrogression in the sense of an organism that once emerged means degradation, or, in other words, a step backwards towards extinction. But our Radicals rose for Posterity! bbox=[580, 281, 709, 466]
local-heading: LOCAL AND GENERAL. bbox=[723, 67, 848, 77]
ad-line: Brooches 3s., 3s. 6d., 4s. 6d., 5s. 6d. bbox=[167, 1656, 276, 1677]
kirkcaldie-heading: KIRKCALDIE & STAINS, Limited. bbox=[60, 775, 251, 808]
ad-line: 260 LAMBTON QUAY. bbox=[173, 1520, 270, 1531]
fact-heading: IT IS A FACT bbox=[914, 1636, 983, 1646]
table-cell: 253 bbox=[500, 323, 519, 333]
summer-item: INFANTS' CREAM CASHMERE PELISSES, At 35s. 6d. to 50s. bbox=[27, 528, 284, 549]
millinery-item: WHITE MUSLIN FRILLED HATS, At 4s. 6d. each. bbox=[297, 507, 427, 528]
table-cell: Tow bbox=[439, 323, 458, 333]
ad-line: Carterton, on 29th September, at Marquis of Normanby Hotel. bbox=[165, 1919, 277, 1950]
ad-line: EMPIRE HOTEL bbox=[323, 1556, 401, 1566]
bartlett-advert bbox=[27, 1256, 284, 1334]
ad-line: Same Entrance as Bartlett's Studio. bbox=[181, 2276, 261, 2297]
table-row bbox=[439, 297, 568, 310]
london-lancashire-advert bbox=[297, 1148, 427, 1340]
note-paragraph: The question thus will naturally arise in the minds of readers if Mr. Mackenzie's declaration in favour of the freehold to all Crown tenants is, "Was not the Cabinet on the matter?" There can be only one conclusion in the minds of men having a knowledge of constitutional government; that is the duty of Mr. Mackenzie to place his resignation in the hands of the Acting-Prime Minister, and assume his place as the exponent of a Government imbued with its opinions of Land Settlement policy. bbox=[580, 1643, 709, 1840]
ad-line: without having to go to Europe for them. bbox=[311, 1011, 414, 1032]
ad-line: In the bbox=[349, 1437, 376, 1448]
note-paragraph: THE tone of the London wool sales, which commenced on Tuesday, exceeds the most sanguine expectations. A moderate advance was expected; some thought a fall, but the limit, others more optimistic ventured to predict an advance up to 10 per cent., and what has actually taken place is that the upward movement extends to 15 per cent. That advance was not general; that is to say, all grades of wool did not reach it. As a matter of fact it was merinos crossbreds and slipes that showed this advance. bbox=[580, 1309, 709, 1527]
